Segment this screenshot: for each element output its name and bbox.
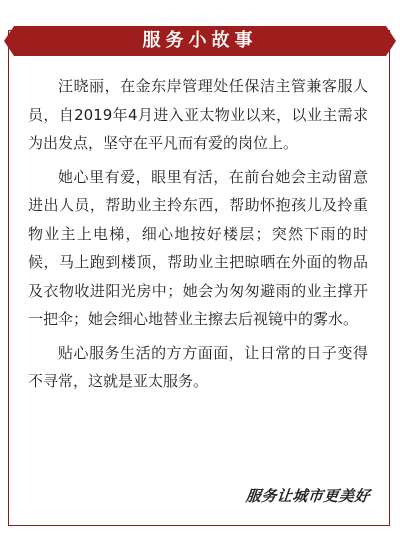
footer-slogan: 服务让城市更美好: [244, 487, 371, 505]
story-body: [28, 72, 368, 401]
story-paragraph-3: 贴心服务生活的方方面面，让日常的日子变得不寻常，这就是亚太服务。: [28, 343, 368, 390]
story-paragraph-1: 汪晓丽，在金东岸管理处任保洁主管兼客服人员，自2019年4月进入亚太物业以来，以业主需求为出发点，坚守在平凡而有爱的岗位上。: [28, 77, 368, 152]
title-banner: [4, 26, 396, 60]
story-paragraph-2: 她心里有爱，眼里有活，在前台她会主动留意进出人员，帮助业主拎东西，帮助怀抱孩儿及拎重物业主上电梯，细心地按好楼层；突然下雨的时候，马上跑到楼顶，帮助业主把晾晒在外面的物品及衣物收进阳光房中；她会为匆匆避雨的业主撑开一把伞；她会细心地替业主擦去后视镜中的雾水。: [28, 167, 368, 328]
page-title: 服务小故事: [142, 30, 258, 51]
